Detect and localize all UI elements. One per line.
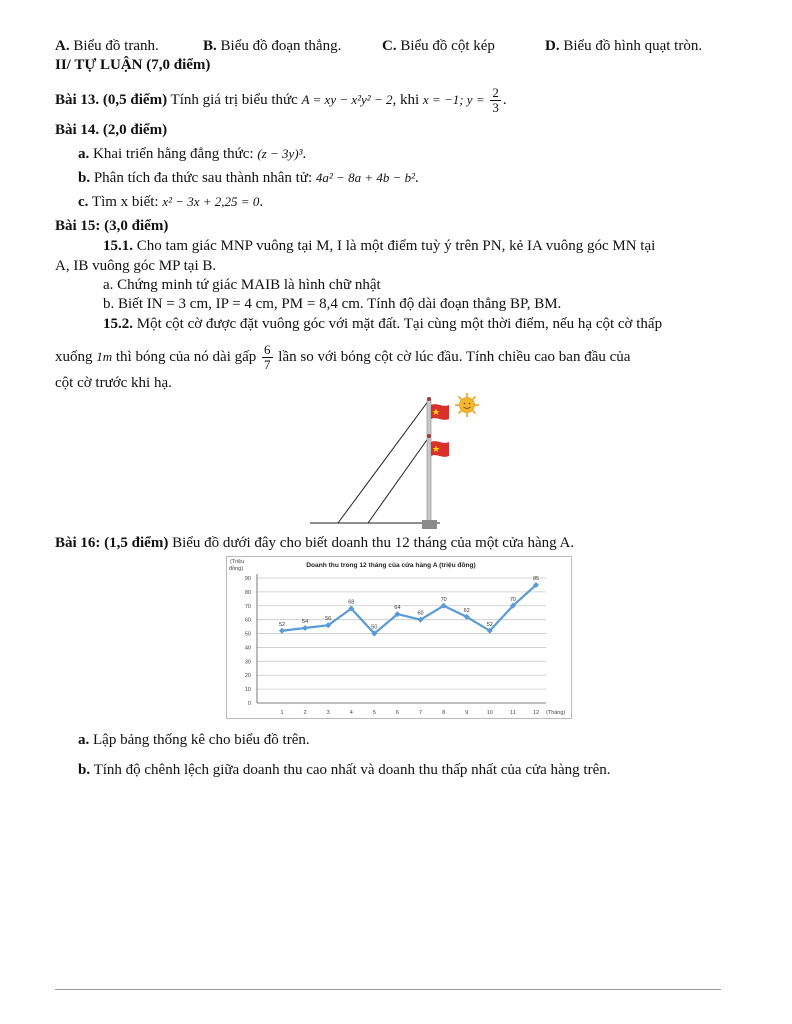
x-tick-label: 12 [532, 710, 540, 716]
shadow-ray-original [338, 400, 429, 523]
bai16: Bài 16: (1,5 điểm) Biểu đồ dưới đây cho biết doanh thu 12 tháng của một cửa hàng A. [55, 535, 575, 551]
flag-top [431, 404, 449, 420]
x-tick-label: 1 [280, 710, 284, 716]
x-tick-label: 9 [465, 710, 469, 716]
bai13-fraction: $\frac{2}{3}$ [492, 85, 499, 115]
section-title: II/ TỰ LUẬN (7,0 điểm) [55, 57, 211, 73]
y-tick-label: 40 [244, 645, 251, 652]
data-label: 64 [394, 605, 401, 612]
y-tick-label: 50 [244, 631, 251, 638]
data-label: 50 [371, 624, 378, 631]
sun-icon [455, 393, 479, 417]
pole-lowered-top [427, 434, 431, 438]
shadow-ray-lowered [368, 437, 429, 523]
x-tick-label: 6 [395, 710, 399, 716]
bai15-label: Bài 15: (3,0 điểm) [55, 218, 169, 234]
chart-title: Doanh thu trong 12 tháng của cửa hàng A (triệu đồng) [306, 562, 476, 569]
y-tick-label: 30 [244, 659, 251, 666]
y-tick-label: 90 [244, 576, 251, 582]
pole-top [427, 397, 431, 401]
footer-rule [55, 989, 721, 990]
data-label: 62 [463, 607, 470, 614]
x-tick-label: 8 [442, 710, 446, 716]
bai15-p2-line2: xuống 1m thì bóng của nó dài gấp $\frac{6}{7}$ lần so với bóng cột cờ lúc đầu. Tính chiều cao ban đầu của [55, 342, 631, 372]
data-label: 60 [417, 610, 424, 617]
bai14-b: b. Phân tích đa thức sau thành nhân tử: 4a² − 8a + 4b − b². [78, 170, 419, 186]
data-label: 70 [509, 596, 516, 603]
data-label: 68 [348, 599, 355, 606]
data-label: 52 [486, 621, 493, 628]
bai15-p1-cont: A, IB vuông góc MP tại B. [55, 258, 217, 274]
bai14-label: Bài 14. (2,0 điểm) [55, 122, 168, 138]
data-label: 52 [278, 621, 286, 628]
bai13: Bài 13. (0,5 điểm) Tính giá trị biểu thức A = xy − x²y² − 2, khi x = −1; y = $\frac{2}{3}$ . [55, 85, 507, 115]
x-tick-label: 7 [419, 710, 423, 716]
bai16-label: Bài 16: (1,5 điểm) [55, 535, 169, 551]
x-tick-label: 5 [372, 710, 376, 716]
y-tick-label: 70 [244, 603, 251, 610]
bai13-label: Bài 13. (0,5 điểm) [55, 91, 168, 108]
flagpole [427, 400, 431, 521]
x-tick-label: 3 [326, 710, 330, 716]
option-d: D. Biểu đồ hình quạt tròn. [545, 38, 703, 54]
data-label: 56 [325, 616, 332, 623]
y-tick-label: 20 [244, 673, 251, 680]
chart-ylabel-2: đồng) [229, 566, 244, 572]
x-tick-label: 11 [510, 710, 516, 716]
flagpole-base [422, 520, 437, 529]
bai13-expr: A = xy − x²y² − 2 [301, 91, 393, 107]
y-tick-label: 0 [247, 701, 251, 707]
bai15-p1: 15.1. Cho tam giác MNP vuông tại M, I là một điểm tuỳ ý trên PN, kẻ IA vuông góc MN tại [103, 238, 656, 254]
bai16-b: b. Tính độ chênh lệch giữa doanh thu cao nhất và doanh thu thấp nhất của cửa hàng trên. [78, 762, 611, 778]
y-tick-label: 60 [244, 617, 251, 624]
bai16-a: a. Lập bảng thống kê cho biểu đồ trên. [78, 732, 310, 748]
bai15-p2: 15.2. Một cột cờ được đặt vuông góc với mặt đất. Tại cùng một thời điểm, nếu hạ cột cờ thấp [103, 316, 663, 332]
y-tick-label: 10 [244, 687, 251, 694]
bai15-pb: b. Biết IN = 3 cm, IP = 4 cm, PM = 8,4 cm. Tính độ dài đoạn thẳng BP, BM. [103, 296, 562, 312]
option-c: C. Biểu đồ cột kép [382, 38, 495, 54]
bai15-p2-line3: cột cờ trước khi hạ. [55, 375, 172, 391]
x-tick-label: 2 [303, 710, 307, 716]
chart-xlabel: (Tháng) [546, 710, 566, 716]
bai13-cond: x = −1; y = [422, 91, 485, 107]
bai15-fraction: $\frac{6}{7}$ [264, 342, 271, 372]
revenue-line-chart [226, 556, 572, 719]
bai15-pa: a. Chứng minh tứ giác MAIB là hình chữ nhật [103, 277, 381, 293]
data-label: 70 [440, 596, 447, 603]
data-label: 85 [532, 575, 540, 582]
flag-lowered [431, 441, 449, 457]
bai14-a: a. Khai triển hằng đẳng thức: (z − 3y)³. [78, 146, 307, 162]
x-tick-label: 10 [486, 710, 493, 716]
flagpole-figure [305, 392, 515, 532]
data-label: 54 [302, 619, 309, 625]
option-b: B. Biểu đồ đoạn thẳng. [203, 38, 342, 54]
option-a: A. Biểu đồ tranh. [55, 38, 159, 54]
chart-ylabel-1: (Triệu [230, 559, 245, 565]
chart-frame [227, 557, 572, 719]
y-tick-label: 80 [244, 589, 251, 596]
x-tick-label: 4 [349, 710, 353, 716]
bai14-c: c. Tìm x biết: x² − 3x + 2,25 = 0. [78, 194, 264, 210]
